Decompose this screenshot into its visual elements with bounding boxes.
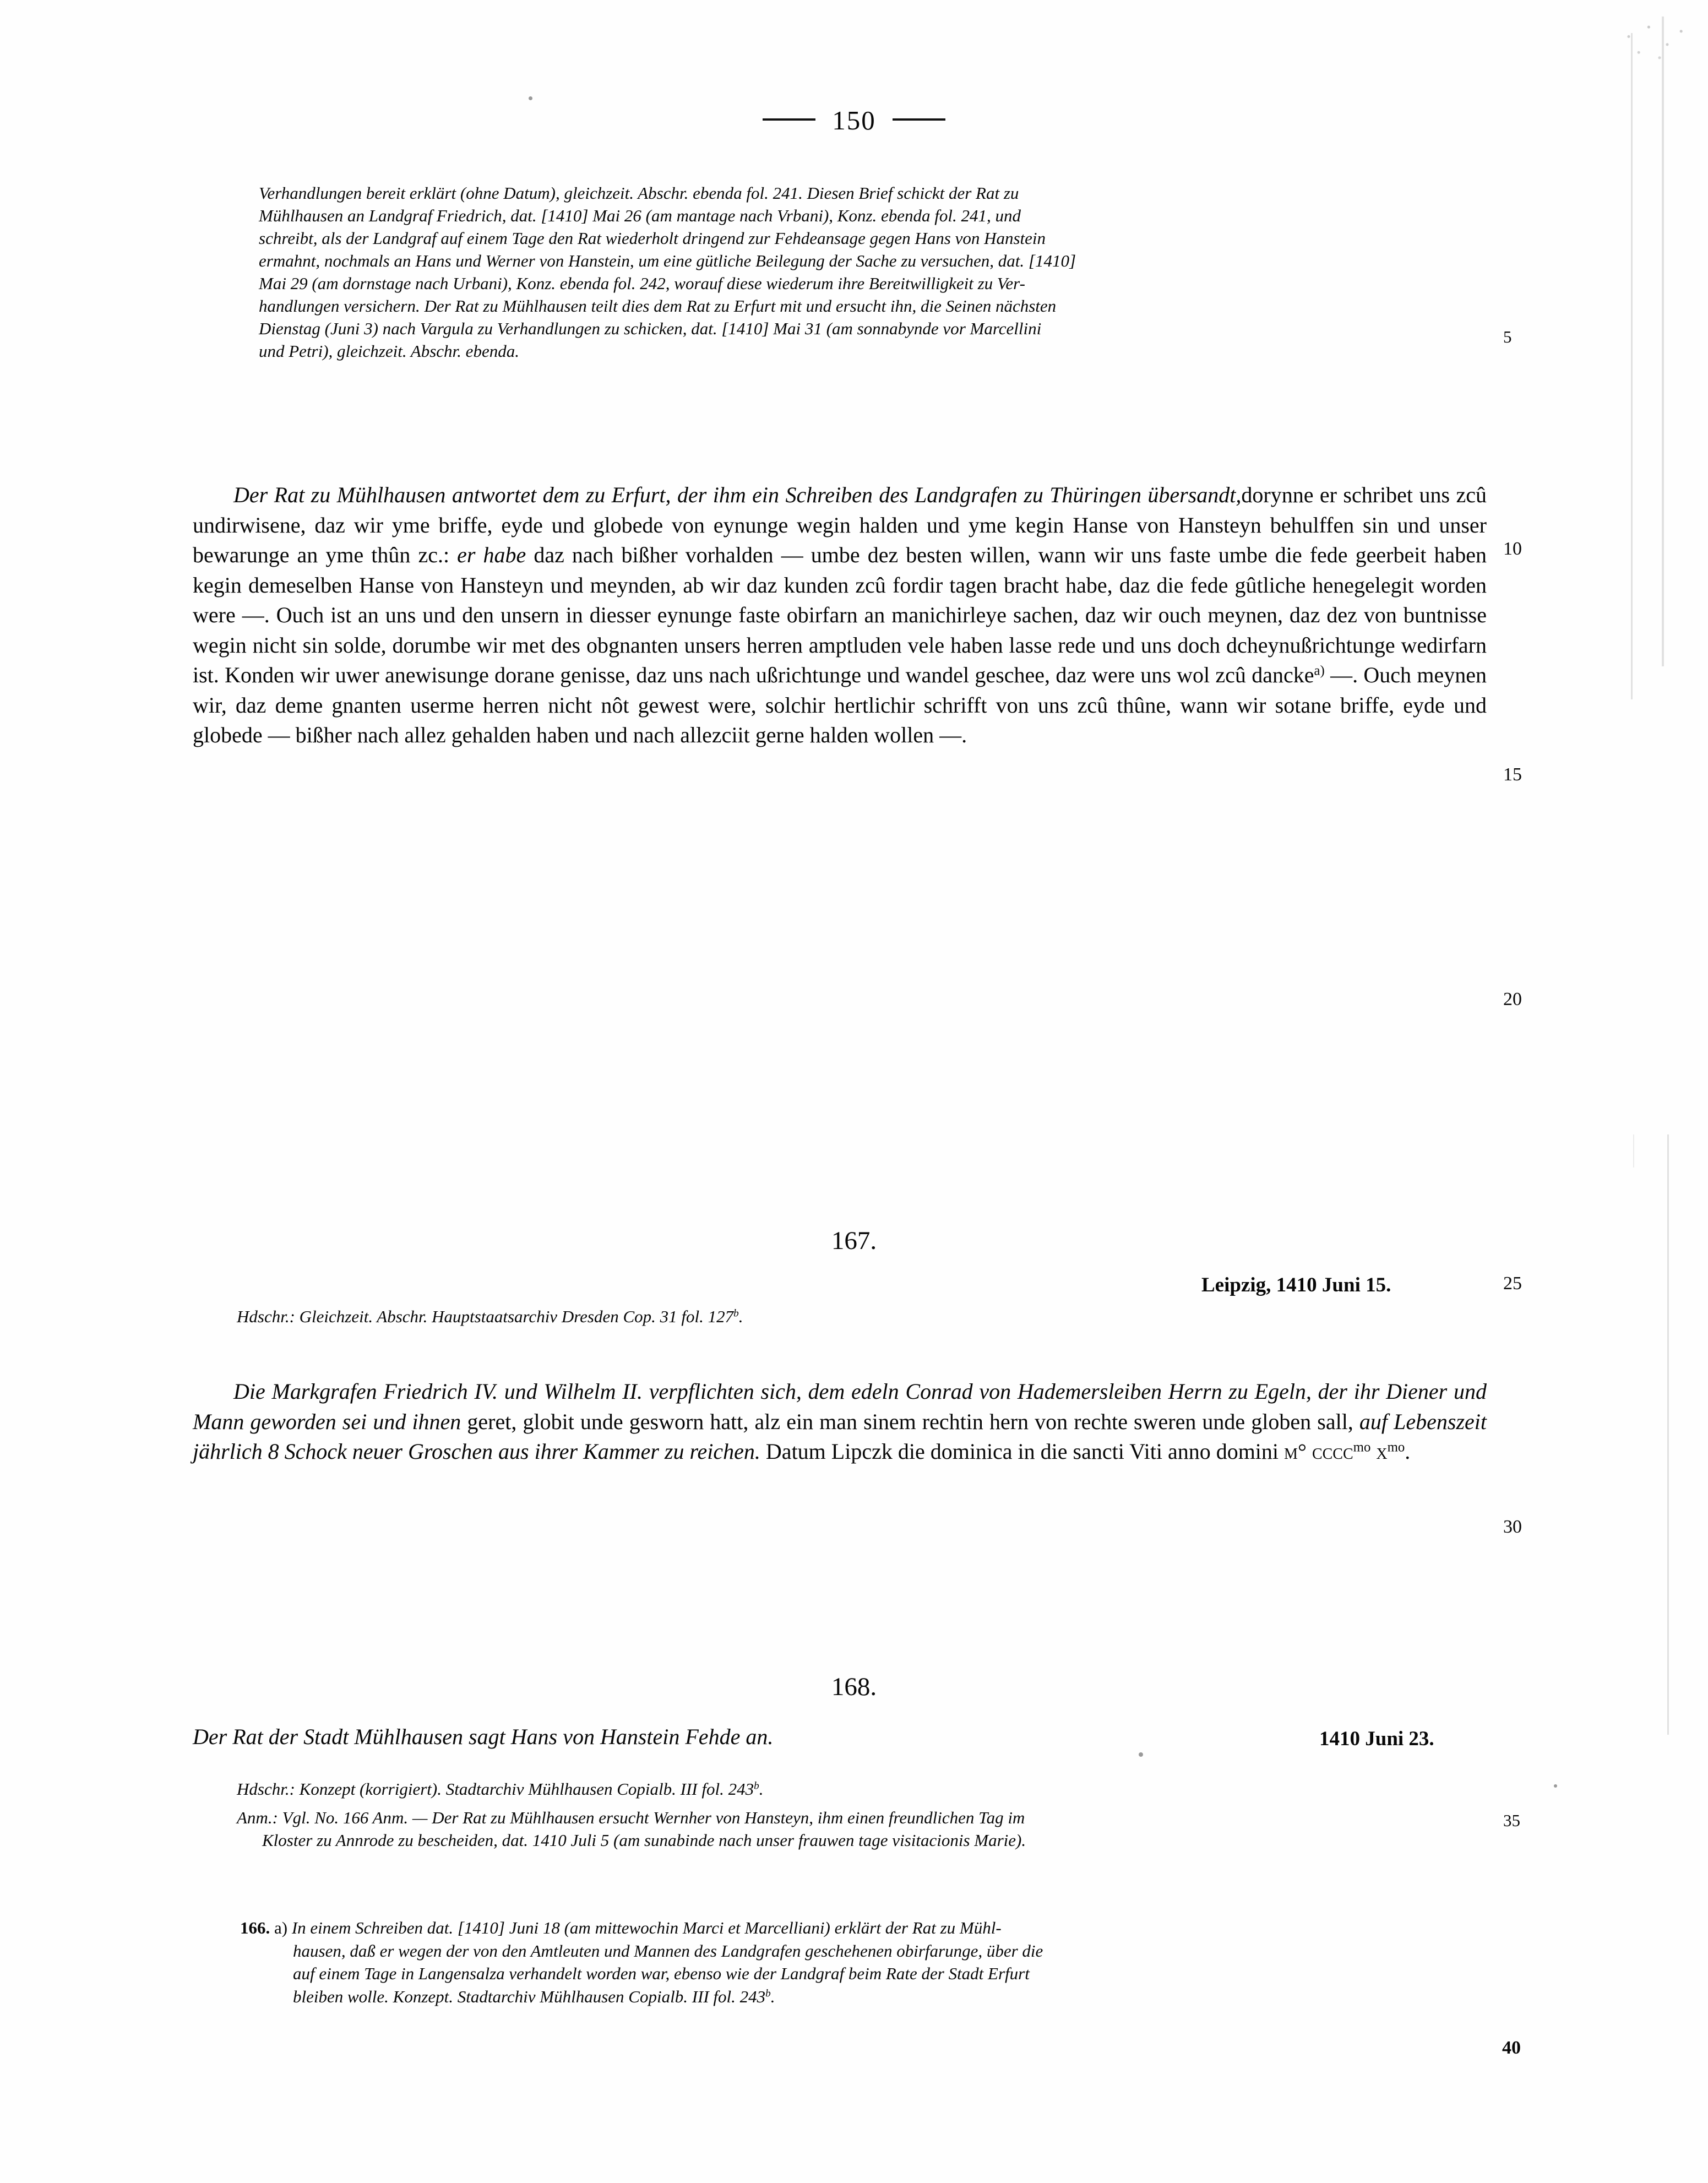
document-167-body (193, 1377, 1487, 1467)
footnote-letter-marker: a) (274, 1918, 288, 1937)
line-number-35: 35 (1503, 1811, 1520, 1830)
section-number-167: 167. (831, 1226, 877, 1255)
roman-numeral-m-cccc: м° cccc (1284, 1439, 1353, 1464)
intro-note-paragraph (259, 182, 1486, 362)
roman-numeral-x: x (1370, 1439, 1388, 1464)
document-166-body (193, 480, 1487, 751)
footnote-reference-number: 166. (240, 1918, 270, 1937)
footnote-marker-a: a) (1314, 663, 1325, 678)
folio-superscript: b (765, 1987, 771, 1999)
line-number-15: 15 (1503, 764, 1522, 785)
running-head (0, 105, 1708, 136)
note-line: Mai 29 (am dornstage nach Urbani), Konz. ebenda fol. 242, worauf diese wiederum ihre Bereitwilligkeit zu Ver- (259, 274, 1025, 293)
hdschr-168-text: Hdschr.: Konzept (korrigiert). Stadtarchiv Mühlhausen Copialb. III fol. 243 (237, 1779, 754, 1799)
footnote-line-text: bleiben wolle. Konzept. Stadtarchiv Mühlhausen Copialb. III fol. 243 (293, 1986, 766, 2006)
body-167-part-2: Datum Lipczk die dominica in die sancti Viti anno domini (760, 1439, 1285, 1464)
note-line: schreibt, als der Landgraf auf einem Tage den Rat wiederholt dringend zur Fehdeansage gegen Hans von Hanstein (259, 229, 1046, 248)
regest-167-part-2: auf Lebenszeit jährlich 8 Schock neuer Groschen aus ihrer Kammer zu reichen. (193, 1409, 1487, 1464)
line-number-40: 40 (1502, 2038, 1521, 2058)
body-italic-er-habe: er habe (457, 542, 526, 567)
section-number-168: 168. (831, 1672, 877, 1701)
scan-edge-artifact (1667, 1134, 1669, 1735)
folio-superscript: b (754, 1780, 759, 1792)
line-number-30: 30 (1503, 1517, 1522, 1537)
scan-speckle-artifact (1613, 15, 1690, 68)
dateline-167: Leipzig, 1410 Juni 15. (1201, 1274, 1391, 1296)
anm-line: Anm.: Vgl. No. 166 Anm. — Der Rat zu Mühlhausen ersucht Wernher von Hansteyn, ihm einen freundlichen Tag im (237, 1808, 1025, 1827)
hdschr-168 (237, 1778, 1487, 1800)
anm-line: Kloster zu Annrode zu bescheiden, dat. 1410 Juli 5 (am sunabinde nach unser frauwen tage visitacionis Marie). (262, 1831, 1026, 1850)
anm-168 (237, 1806, 1487, 1851)
body-167-part-1: geret, globit unde gesworn hatt, alz ein man sinem rechtin hern von rechte sweren unde globen sall, (461, 1409, 1359, 1434)
hdschr-167-text: Hdschr.: Gleichzeit. Abschr. Hauptstaatsarchiv Dresden Cop. 31 fol. 127 (237, 1307, 734, 1326)
regest-italic-lead: Der Rat zu Mühlhausen antwortet dem zu Erfurt, der ihm ein Schreiben des Landgrafen zu Thüringen übersandt, (233, 482, 1242, 507)
line-number-5: 5 (1503, 327, 1512, 346)
footnote-166a (240, 1916, 1486, 2008)
rule-right-decoration (893, 118, 945, 121)
scan-speck (1554, 1784, 1557, 1788)
footnote-first-line (240, 1916, 1486, 1940)
numeral-superscript-mo: mo (1353, 1440, 1371, 1455)
page-number: 150 (832, 105, 876, 135)
note-line: ermahnt, nochmals an Hans und Werner von Hanstein, um eine gütliche Beilegung der Sache zu versuchen, dat. [1410] (259, 251, 1076, 270)
folio-superscript: b (733, 1307, 739, 1319)
line-number-25: 25 (1503, 1273, 1522, 1294)
note-line: Verhandlungen bereit erklärt (ohne Datum), gleichzeit. Abschr. ebenda fol. 241. Diesen Brief schickt der Rat zu (259, 183, 1019, 203)
hdschr-168-end: . (759, 1779, 764, 1799)
dateline-168: 1410 Juni 23. (1319, 1728, 1434, 1750)
regest-167-part-1: Die Markgrafen Friedrich IV. und Wilhelm II. verpflichten sich, dem edeln Conrad von Hademersleiben Herrn zu Egeln, der ihr Diener und Mann geworden sei und ihnen (193, 1379, 1487, 1434)
line-number-20: 20 (1503, 989, 1522, 1009)
scan-speck (529, 96, 532, 100)
note-line: und Petri), gleichzeit. Abschr. ebenda. (259, 341, 519, 361)
note-line: Dienstag (Juni 3) nach Vargula zu Verhandlungen zu schicken, dat. [1410] Mai 31 (am sonnabynde vor Marcellini (259, 319, 1042, 338)
body-text-part-3: —. Ouch meynen wir, daz deme gnanten userme herren nicht nôt gewest were, solchir hertlichir schrifft von uns zcû thûne, wann wir sotane briffe, eyde und globede — bißher nach allez gehalden haben und nach allezciit gerne halden wollen —. (193, 662, 1487, 747)
note-line: handlungen versichern. Der Rat zu Mühlhausen teilt dies dem Rat zu Erfurt mit und ersucht ihn, die Seinen nächsten (259, 296, 1057, 316)
body-167-end: . (1405, 1439, 1411, 1464)
footnote-line-end: . (770, 1986, 775, 2006)
numeral-superscript-mo-2: mo (1387, 1440, 1405, 1455)
hdschr-167 (237, 1305, 1487, 1328)
regest-168: Der Rat der Stadt Mühlhausen sagt Hans von Hanstein Fehde an. (193, 1724, 774, 1749)
hdschr-167-end: . (738, 1307, 743, 1326)
body-text-part-2: daz nach bißher vorhalden — umbe dez besten willen, wann wir uns faste umbe die fede geerbeit haben kegin demeselben Hanse von Hansteyn und meynden, ab wir daz kunden zcû fordir tagen bracht habe, daz die fede gûtliche henegelegit worden were —. Ouch ist an uns und den unsern in diesser eynunge faste obirfarn an manichirleye sachen, daz wir ouch meynen, daz dez von buntnisse wegin nicht sin solde, dorumbe wir met des obgnanten unsers herren amptluden vele haben lasse rede und uns doch dcheynußrichtunge wedirfarn ist. Konden wir uwer anewisunge dorane genisse, daz uns nach ußrichtunge und wandel geschee, daz were uns wol zcû dancke (193, 542, 1487, 687)
footnote-line: hausen, daß er wegen der von den Amtleuten und Mannen des Landgrafen geschehenen obirfarunge, über die (293, 1941, 1043, 1961)
line-number-10: 10 (1503, 539, 1522, 559)
footnote-line-text: In einem Schreiben dat. [1410] Juni 18 (am mittewochin Marci et Marcelliani) erklärt der Rat zu Mühl- (291, 1918, 1002, 1937)
scan-speck (1139, 1752, 1143, 1757)
footnote-line: auf einem Tage in Langensalza verhandelt worden war, ebenso wie der Landgraf beim Rate der Stadt Erfurt (293, 1964, 1030, 1983)
body-text-part-1: dorynne er schribet uns zcû undirwisene, daz wir yme briffe, eyde und globede von eynunge wegin halden und yme kegin Hanse von Hansteyn behulffen sin und unser bewarunge an yme thûn zc.: (193, 482, 1487, 567)
footnote-line (240, 1985, 1486, 2008)
note-line: Mühlhausen an Landgraf Friedrich, dat. [1410] Mai 26 (am mantage nach Vrbani), Konz. ebenda fol. 241, und (259, 206, 1021, 225)
rule-left-decoration (763, 118, 815, 121)
scan-edge-artifact (1633, 1134, 1634, 1167)
